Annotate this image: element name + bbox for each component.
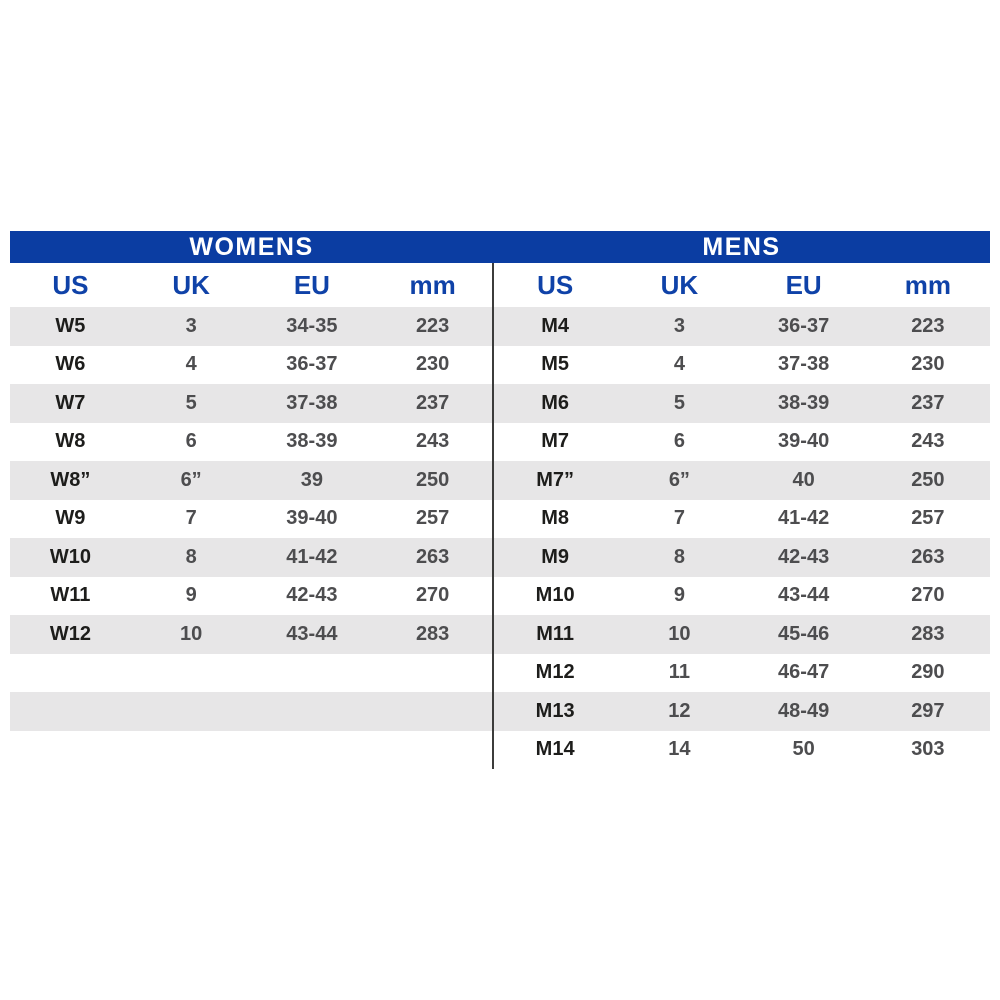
table-row [493, 423, 990, 462]
cell-eu: 37-38 [778, 353, 830, 376]
cell-us: W6 [55, 353, 86, 376]
table-row [493, 384, 990, 423]
table-row [10, 731, 493, 770]
cell-mm: 303 [911, 738, 945, 761]
column-header-uk: UK [660, 269, 699, 300]
cell-us: M7” [536, 468, 575, 491]
column-header-us: US [537, 269, 574, 300]
cell-us: M11 [536, 622, 575, 645]
cell-uk: 14 [668, 738, 691, 761]
table-row [493, 461, 990, 500]
mens-size-table [493, 263, 990, 769]
cell-uk: 12 [668, 699, 691, 722]
table-row [10, 615, 493, 654]
cell-mm: 270 [911, 584, 945, 607]
cell-uk: 8 [185, 545, 197, 568]
cell-us: M8 [541, 507, 570, 530]
cell-eu: 43-44 [286, 622, 338, 645]
cell-eu: 45-46 [778, 622, 830, 645]
womens-section-title: WOMENS [189, 232, 314, 261]
cell-eu: 41-42 [286, 545, 338, 568]
column-header-mm: mm [409, 269, 456, 300]
cell-us: M12 [535, 661, 575, 684]
table-row [10, 423, 493, 462]
cell-eu: 34-35 [286, 314, 338, 337]
cell-mm: 223 [415, 314, 450, 337]
cell-mm: 290 [911, 661, 945, 684]
cell-uk: 5 [185, 391, 197, 414]
cell-eu: 36-37 [286, 353, 338, 376]
cell-us: W11 [50, 584, 91, 607]
column-header-eu: EU [785, 269, 822, 300]
cell-us: M5 [541, 353, 570, 376]
column-header-eu: EU [293, 269, 330, 300]
cell-eu: 50 [792, 738, 815, 761]
cell-uk: 9 [185, 584, 197, 607]
cell-uk: 11 [668, 661, 690, 684]
cell-uk: 7 [673, 507, 685, 530]
cell-mm: 230 [415, 353, 450, 376]
cell-mm: 263 [415, 545, 450, 568]
cell-uk: 10 [180, 622, 203, 645]
cell-uk: 6” [180, 468, 202, 491]
cell-uk: 6 [185, 430, 197, 453]
table-row [10, 692, 493, 731]
table-row [10, 577, 493, 616]
table-row [10, 654, 493, 693]
cell-uk: 5 [673, 391, 685, 414]
cell-eu: 48-49 [778, 699, 830, 722]
cell-eu: 40 [792, 468, 815, 491]
cell-us: M13 [535, 699, 575, 722]
cell-eu: 42-43 [778, 545, 830, 568]
cell-uk: 7 [185, 507, 197, 530]
shoe-size-chart [10, 231, 990, 769]
cell-mm: 257 [415, 507, 450, 530]
cell-us: M10 [535, 584, 575, 607]
womens-size-table [10, 263, 493, 769]
table-row [493, 654, 990, 693]
cell-uk: 4 [185, 353, 197, 376]
cell-mm: 237 [415, 391, 450, 414]
cell-eu: 37-38 [286, 391, 338, 414]
cell-eu: 42-43 [286, 584, 338, 607]
cell-mm: 297 [911, 699, 945, 722]
cell-us: W12 [49, 622, 91, 645]
cell-eu: 41-42 [778, 507, 830, 530]
table-row [10, 500, 493, 539]
column-header-uk: UK [172, 269, 210, 300]
cell-mm: 237 [911, 391, 945, 414]
cell-us: W8 [55, 430, 86, 453]
cell-us: M9 [541, 545, 570, 568]
cell-us: W5 [55, 314, 86, 337]
cell-us: W9 [55, 507, 86, 530]
cell-us: W10 [49, 545, 91, 568]
table-row [493, 538, 990, 577]
cell-eu: 38-39 [778, 391, 830, 414]
column-header-row [493, 263, 990, 307]
table-row [493, 307, 990, 346]
column-header-us: US [52, 269, 89, 300]
cell-us: M7 [541, 430, 570, 453]
cell-uk: 8 [673, 545, 685, 568]
cell-mm: 283 [911, 622, 945, 645]
table-row [10, 461, 493, 500]
size-tables [10, 263, 990, 769]
cell-eu: 39-40 [778, 430, 830, 453]
cell-uk: 6 [673, 430, 685, 453]
cell-us: M6 [541, 391, 570, 414]
cell-mm: 283 [415, 622, 450, 645]
cell-eu: 43-44 [778, 584, 830, 607]
table-row [10, 538, 493, 577]
cell-us: M14 [535, 738, 575, 761]
cell-mm: 263 [911, 545, 945, 568]
table-row [10, 384, 493, 423]
cell-mm: 270 [415, 584, 450, 607]
cell-uk: 9 [673, 584, 685, 607]
cell-mm: 257 [911, 507, 945, 530]
cell-mm: 230 [911, 353, 945, 376]
cell-uk: 3 [185, 314, 197, 337]
cell-mm: 243 [415, 430, 450, 453]
cell-mm: 243 [911, 430, 945, 453]
cell-eu: 39-40 [286, 507, 338, 530]
cell-uk: 4 [673, 353, 685, 376]
cell-eu: 46-47 [778, 661, 830, 684]
cell-us: M4 [541, 314, 570, 337]
cell-us: W7 [55, 391, 86, 414]
table-row [493, 500, 990, 539]
column-header-mm: mm [904, 269, 951, 300]
section-divider [492, 263, 494, 769]
cell-mm: 250 [911, 468, 945, 491]
table-row [493, 615, 990, 654]
cell-eu: 39 [300, 468, 323, 491]
mens-section-title: MENS [702, 232, 781, 261]
table-row [493, 577, 990, 616]
cell-uk: 10 [668, 622, 691, 645]
table-row [493, 731, 990, 770]
cell-uk: 3 [673, 314, 685, 337]
cell-mm: 250 [415, 468, 450, 491]
cell-uk: 6” [668, 468, 690, 491]
table-row [493, 346, 990, 385]
cell-eu: 36-37 [778, 314, 830, 337]
cell-eu: 38-39 [286, 430, 338, 453]
table-row [10, 346, 493, 385]
table-row [10, 307, 493, 346]
table-row [493, 692, 990, 731]
cell-mm: 223 [911, 314, 945, 337]
section-title-bar [10, 231, 990, 263]
column-header-row [10, 263, 493, 307]
cell-us: W8” [50, 468, 91, 491]
